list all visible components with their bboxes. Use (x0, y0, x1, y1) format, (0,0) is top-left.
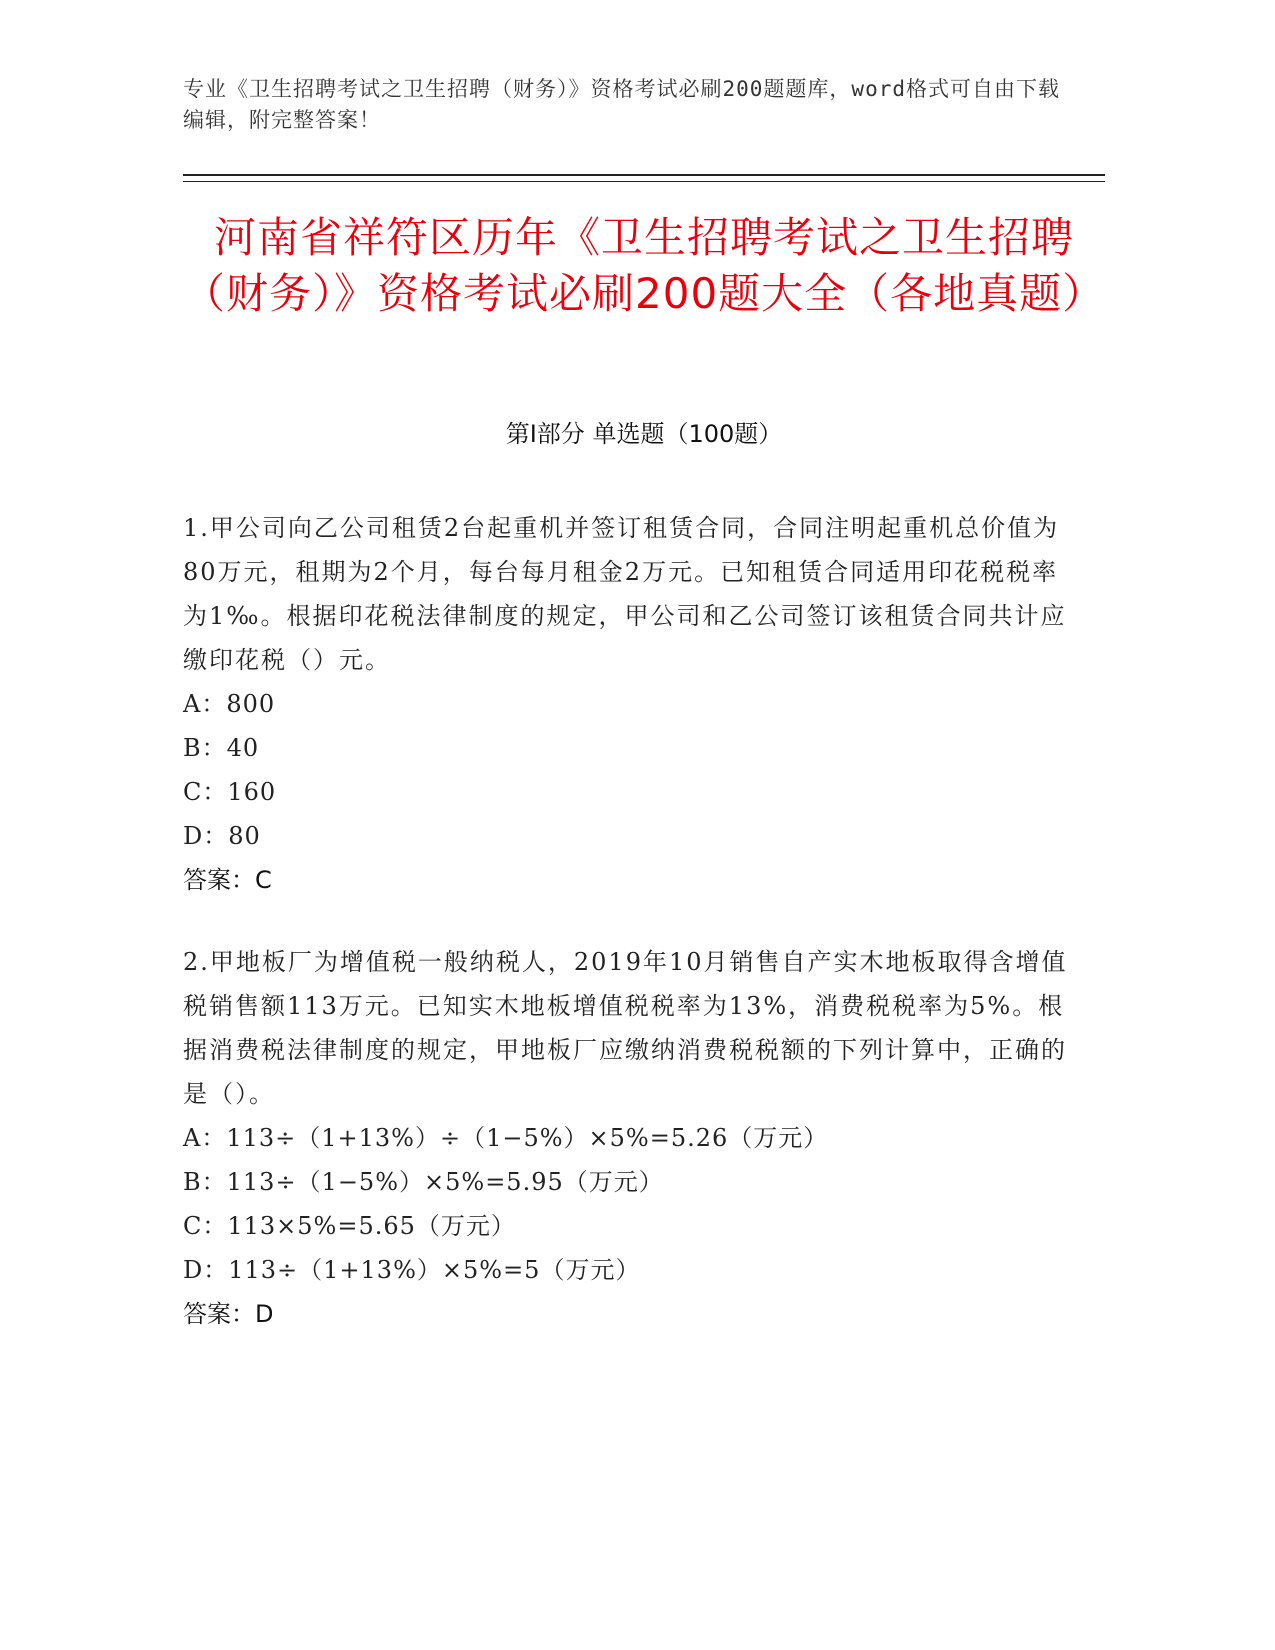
option-c: C：160 (183, 778, 277, 806)
option-d: D：80 (183, 822, 261, 850)
answer-line: 答案：D (183, 1300, 274, 1328)
option-a: A：800 (183, 690, 276, 718)
question-stem: 2.甲地板厂为增值税一般纳税人，2019年10月销售自产实木地板取得含增值税销售额113万元。已知实木地板增值税税率为13%，消费税税率为5%。根据消费税法律制度的规定，甲地板厂应缴纳消费税税额的下列计算中，正确的是（）。 (183, 948, 1068, 1108)
option-a: A：113÷（1+13%）÷（1−5%）×5%=5.26（万元） (183, 1124, 829, 1152)
option-b: B：40 (183, 734, 260, 762)
option-b: B：113÷（1−5%）×5%=5.95（万元） (183, 1168, 664, 1196)
question-stem: 1.甲公司向乙公司租赁2台起重机并签订租赁合同，合同注明起重机总价值为80万元，租期为2个月，每台每月租金2万元。已知租赁合同适用印花税税率为1‰。根据印花税法律制度的规定，甲公司和乙公司签订该租赁合同共计应缴印花税（）元。 (183, 514, 1067, 674)
header-note: 专业《卫生招聘考试之卫生招聘（财务）》资格考试必刷200题题库，word格式可自由下载编辑，附完整答案！ (183, 77, 1060, 132)
question-1 (183, 506, 1083, 902)
section-heading: 第Ⅰ部分 单选题（100题） (505, 420, 783, 448)
answer-line: 答案：C (183, 866, 272, 894)
option-c: C：113×5%=5.65（万元） (183, 1212, 516, 1240)
header-divider-thin (183, 181, 1105, 182)
document-title: 河南省祥符区历年《卫生招聘考试之卫生招聘（财务）》资格考试必刷200题大全（各地真题） (183, 213, 1106, 318)
header-divider-thick (183, 174, 1105, 176)
option-d: D：113÷（1+13%）×5%=5（万元） (183, 1256, 641, 1284)
question-2 (183, 940, 1083, 1336)
